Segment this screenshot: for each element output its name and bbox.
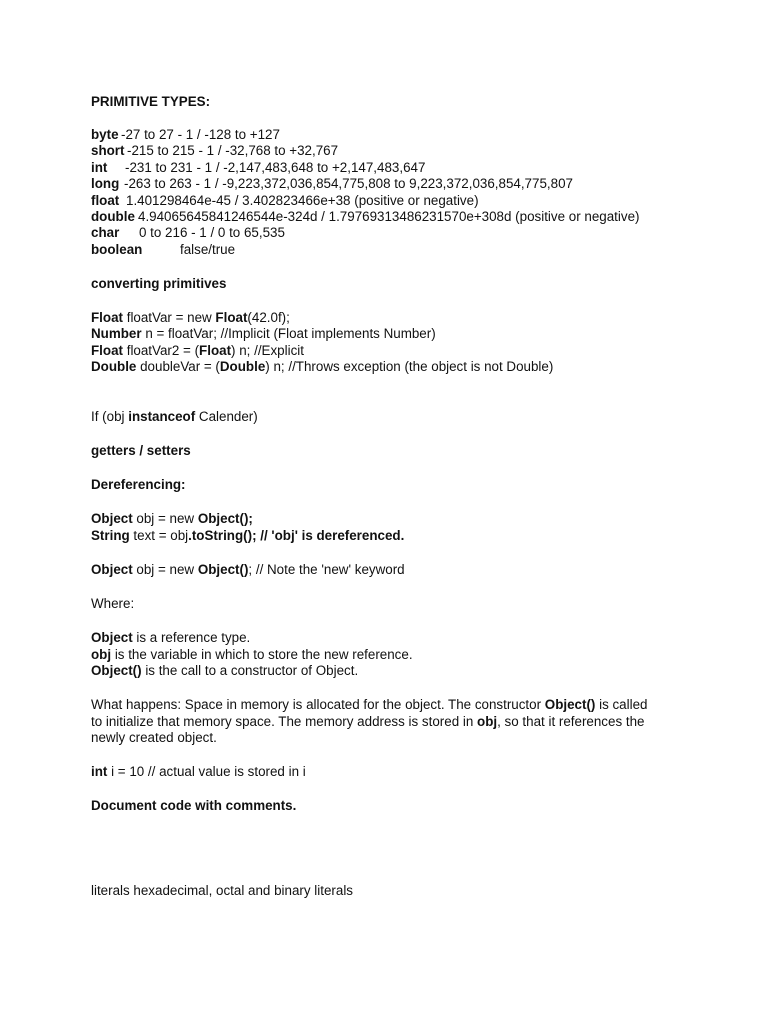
heading-primitive-types: PRIMITIVE TYPES: [91,94,211,109]
literals-line: literals hexadecimal, octal and binary literals [91,883,353,898]
type-row-double [91,209,639,225]
where-line-obj: obj is the variable in which to store the new reference. [91,647,413,662]
heading-converting-primitives: converting primitives [91,276,227,291]
type-name: short [91,143,125,158]
type-range: 4.94065645841246544e-324d / 1.79769313486231570e+308d (positive or negative) [138,209,640,224]
code-line-object-new: Object obj = new Object(); [91,511,253,526]
where-label: Where: [91,596,135,611]
type-range: -263 to 263 - 1 / -9,223,372,036,854,775,808 to 9,223,372,036,854,775,807 [124,176,573,191]
code-line-float-var2: Float floatVar2 = (Float) n; //Explicit [91,343,304,358]
type-row-byte [91,127,280,143]
type-range: 0 to 216 - 1 / 0 to 65,535 [139,225,285,240]
type-name: byte [91,127,119,142]
type-range: false/true [180,242,236,257]
type-name: double [91,209,135,224]
code-line-number: Number n = floatVar; //Implicit (Float implements Number) [91,326,436,341]
code-line-instanceof: If (obj instanceof Calender) [91,409,258,424]
what-happens-line-2: to initialize that memory space. The memory address is stored in obj, so that it references the [91,714,645,729]
what-happens-line-1: What happens: Space in memory is allocated for the object. The constructor Object() is called [91,697,648,712]
type-name: char [91,225,120,240]
type-row-long [91,176,573,192]
heading-getters-setters: getters / setters [91,443,191,458]
heading-document-code: Document code with comments. [91,798,297,813]
type-row-float [91,193,479,209]
type-name: boolean [91,242,143,257]
what-happens-line-3: newly created object. [91,730,217,745]
type-range: -27 to 27 - 1 / -128 to +127 [121,127,280,142]
type-range: 1.401298464e-45 / 3.402823466e+38 (positive or negative) [126,193,479,208]
type-row-int [91,160,425,176]
type-row-short [91,143,338,159]
type-row-char [91,225,285,241]
type-name: float [91,193,120,208]
type-range: -231 to 231 - 1 / -2,147,483,648 to +2,147,483,647 [125,160,426,175]
code-line-int-i: int i = 10 // actual value is stored in i [91,764,306,779]
code-line-double-var: Double doubleVar = (Double) n; //Throws exception (the object is not Double) [91,359,554,374]
code-line-object-new-note: Object obj = new Object(); // Note the 'new' keyword [91,562,405,577]
type-name: int [91,160,108,175]
heading-dereferencing: Dereferencing: [91,477,186,492]
code-line-float-var: Float floatVar = new Float(42.0f); [91,310,290,325]
code-line-string-tostring: String text = obj.toString(); // 'obj' is dereferenced. [91,528,405,543]
type-name: long [91,176,120,191]
where-line-constructor: Object() is the call to a constructor of Object. [91,663,359,678]
type-row-boolean [91,242,235,258]
where-line-object: Object is a reference type. [91,630,251,645]
type-range: -215 to 215 - 1 / -32,768 to +32,767 [127,143,339,158]
